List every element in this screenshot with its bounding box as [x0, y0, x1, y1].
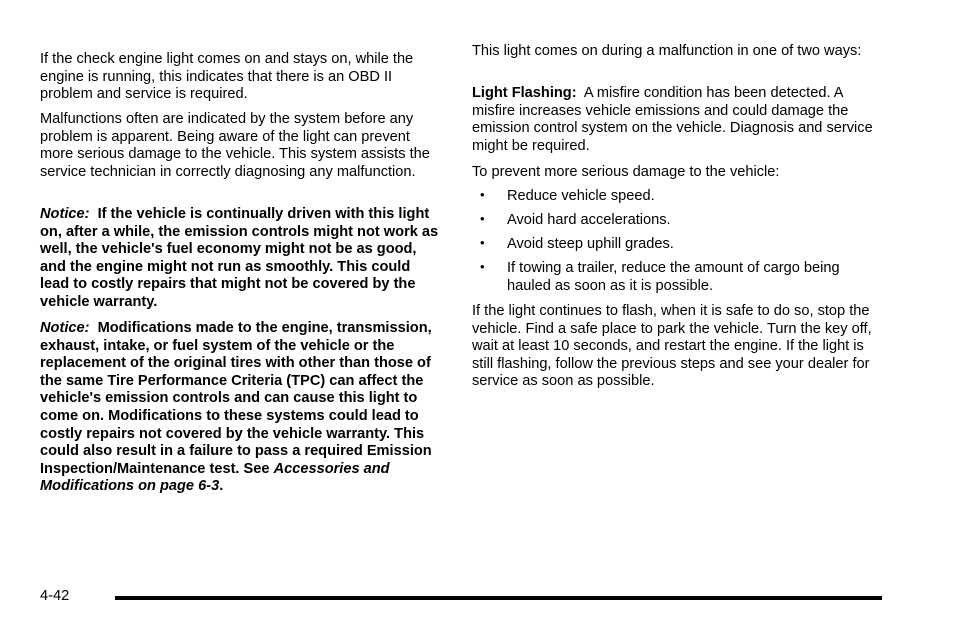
footer-rule [115, 596, 882, 600]
bullet-icon: • [480, 211, 485, 226]
check-engine-paragraph: If the check engine light comes on and stays on, while the engine is running, this indicates that there is an OBD II problem and service is required. [40, 51, 414, 103]
notice-text: If the vehicle is continually driven with this light on, after a while, the emission controls might not work as well, the vehicle's fuel economy might not be as good, and the engine might not run as smoothly. This could lead to costly repairs that might not be covered by the vehicle warranty. [40, 206, 439, 310]
final-paragraph: If the light continues to flash, when it is safe to do so, stop the vehicle. Find a safe place to park the vehicle. Turn the key off, wait at least 10 seconds, and restart the engine. If the light is still flashing, follow the previous steps and see your dealer for service as soon as possible. [472, 303, 872, 390]
light-flashing-text: A misfire condition has been detected. A misfire increases vehicle emissions and could damage the emission control system on the vehicle. Diagnosis and service might be required. [472, 85, 873, 154]
page-number: 4-42 [40, 588, 70, 604]
bullet-text: Avoid steep uphill grades. [507, 236, 674, 252]
bullet-text: Avoid hard accelerations. [507, 212, 671, 228]
notice-modifications [40, 320, 440, 496]
bullet-icon: • [480, 235, 485, 250]
notice-end: . [219, 478, 224, 495]
notice-text: Modifications made to the engine, transmission, exhaust, intake, or fuel system of the vehicle or the replacement of the original tires with other than those of the same Tire Performance Criteria (TPC) can affect the vehicle's emission controls and can cause this light to come on. Modifications to these systems could lead to costly repairs not covered by the vehicle warranty. This could also result in a failure to pass a required Emission Inspection/Maintenance test. See [40, 320, 432, 477]
light-flashing-paragraph [472, 85, 877, 155]
prevent-intro: To prevent more serious damage to the vehicle: [472, 164, 780, 180]
notice-label: Notice: [40, 320, 90, 336]
bullet-icon: • [480, 259, 485, 274]
cross-reference-link[interactable]: Accessories and Modifications on page 6-3 [40, 460, 390, 495]
intro-paragraph: This light comes on during a malfunction in one of two ways: [472, 43, 862, 59]
malfunctions-paragraph: Malfunctions often are indicated by the system before any problem is apparent. Being aware of the light can prevent more serious damage to the vehicle. This system assists the service technician in correctly diagnosing any malfunction. [40, 111, 430, 180]
notice-label: Notice: [40, 206, 90, 222]
bullet-text: If towing a trailer, reduce the amount of cargo being hauled as soon as it is possible. [507, 260, 840, 294]
light-flashing-label: Light Flashing: [472, 85, 577, 101]
bullet-icon: • [480, 187, 485, 202]
notice-driving [40, 206, 440, 312]
bullet-text: Reduce vehicle speed. [507, 188, 655, 204]
